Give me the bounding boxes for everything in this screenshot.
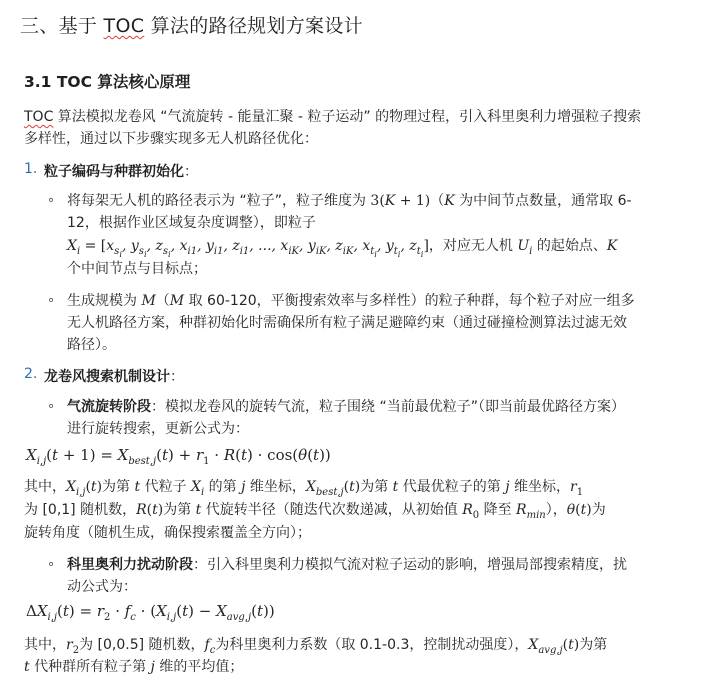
formula-rotation: $X_{i,j}(t + 1) = X_{best,j}(t) + r_1 \cdot R(t) \cdot \cos(\theta(t))$ [26,446,331,467]
text-line: 科里奥利力扰动阶段：引入科里奥利力模拟气流对粒子运动的影响，增强局部搜索精度，扰 [67,557,627,573]
text-line: $X_i = [x_{s_i}$, $y_{s_i}$, $z_{s_i}$, $x_{i1}$, $y_{i1}$, $z_{i1}$, ..., $x_{iK}$, $y_{iK}$, $z_{iK}$, $x_{t_i}$, $y_{t_i}$, $z_{t_i}$]，对应无人机 $U_i$ 的起始点、K [67,238,618,259]
section-title: 3.1 TOC 算法核心原理 [24,73,191,91]
text-line: 旋转角度（随机生成，确保搜索覆盖全方向）； [24,525,311,541]
text-line: 路径）。 [67,337,116,353]
text-line: 无人机路径方案，种群初始化时需确保所有粒子满足避障约束（通过碰撞检测算法过滤无效 [67,315,627,331]
intro-line-2: 多样性，通过以下步骤实现多无人机路径优化： [24,131,318,147]
spellcheck-word: TOC [103,15,145,37]
text-line: t 代种群所有粒子第 j 维的平均值； [24,659,244,675]
text-line: 进行旋转搜索，更新公式为： [67,421,249,437]
text-line: 个中间节点与目标点； [67,261,207,277]
text-line: 动公式为： [67,579,137,595]
text-line: 12，根据作业区域复杂度调整），即粒子 [67,215,316,231]
list-number: 2. [24,366,38,382]
page-title: 三、基于 TOC 算法的路径规划方案设计 [20,15,363,37]
list-item-title: 龙卷风搜索机制设计： [44,369,184,385]
math-inline: $X_i = [x_{s_i}$, $y_{s_i}$, $z_{s_i}$, $x_{i1}$, $y_{i1}$, $z_{i1}$, ..., $x_{iK}$, $y_{iK}$, $z_{iK}$, $x_{t_i}$, $y_{t_i}$, $z_{t_i}$] [67,238,429,259]
text-line: 其中，$r_2$为 [0,0.5] 随机数，$f_c$为科里奥利力系数（取 0.1-0.3，控制扰动强度），$X_{avg,j}(t)$为第 [24,637,608,656]
text-line: 其中，$X_{i,j}(t)$为第 t 代粒子 $X_i$ 的第 j 维坐标，$X_{best,j}(t)$为第 t 代最优粒子的第 j 维坐标，$r_1$ [24,479,584,498]
bullet-icon: ∘ [47,193,56,208]
text-line: 将每架无人机的路径表示为 “粒子”，粒子维度为 3(K + 1)（K 为中间节点数量，通常取 6- [67,193,632,209]
list-item-title: 粒子编码与种群初始化： [44,164,198,180]
intro-line-1: TOC 算法模拟龙卷风 “气流旋转 - 能量汇聚 - 粒子运动” 的物理过程，引入科里奥利力增强粒子搜索 [24,109,642,125]
text-line: 气流旋转阶段：模拟龙卷风的旋转气流，粒子围绕 “当前最优粒子”（即当前最优路径方案） [67,399,625,415]
bullet-icon: ∘ [47,293,56,308]
text-line: 生成规模为 M（M 取 60-120，平衡搜索效率与多样性）的粒子种群，每个粒子对应一组多 [67,293,635,309]
formula-coriolis: $\Delta X_{i,j}(t) = r_2 \cdot f_c \cdot (X_{i,j}(t) - X_{avg,j}(t))$ [26,602,275,623]
list-number: 1. [24,161,38,177]
math-inline: 3(K + 1) [370,193,431,209]
bullet-icon: ∘ [47,557,56,572]
text-line: 为 [0,1] 随机数，R(t)为第 t 代旋转半径（随迭代次数递减，从初始值 $R_0$ 降至 $R_{min}$），θ(t)为 [24,502,606,521]
bullet-icon: ∘ [47,399,56,414]
